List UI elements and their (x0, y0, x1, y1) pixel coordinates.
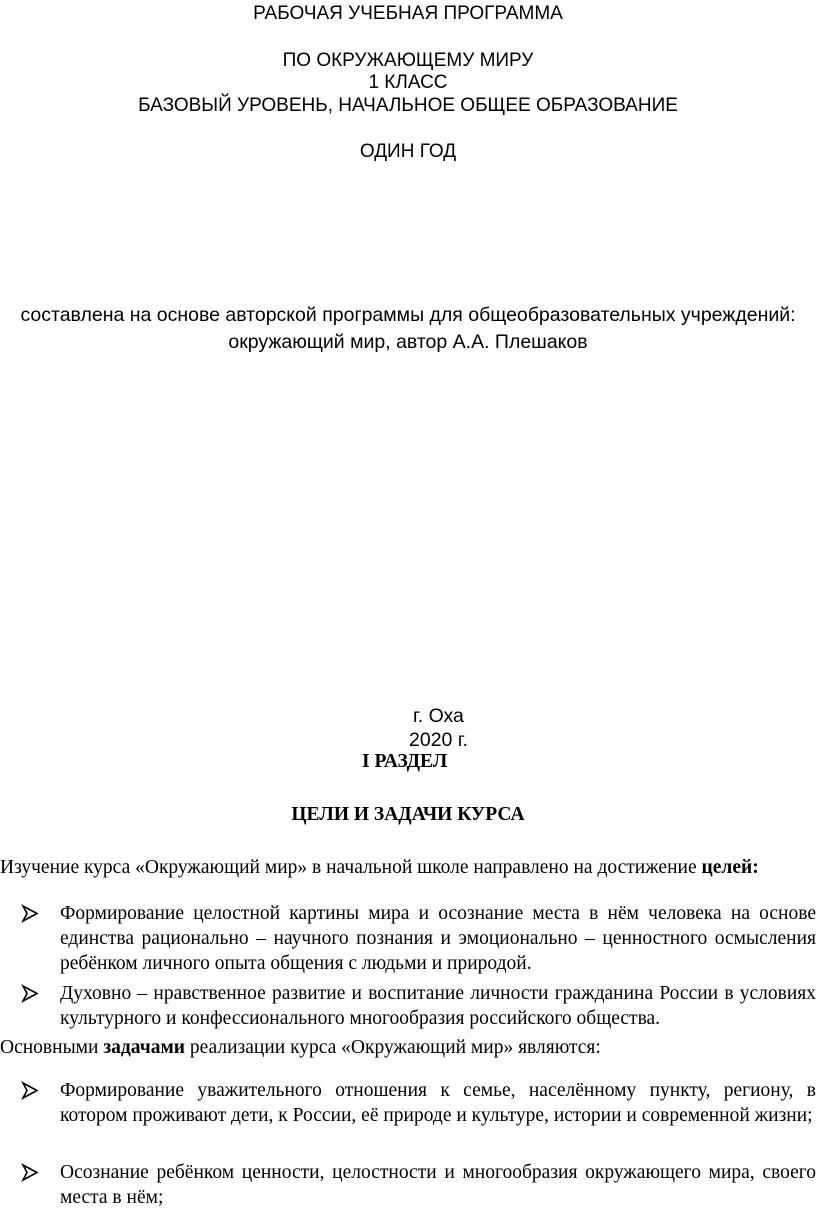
city-label: г. Оха (413, 705, 464, 727)
basis-line-2: окружающий мир, автор А.А. Плешаков (228, 331, 588, 353)
level-line: БАЗОВЫЙ УРОВЕНЬ, НАЧАЛЬНОЕ ОБЩЕЕ ОБРАЗОВАНИЕ (138, 95, 678, 116)
section-heading: ЦЕЛИ И ЗАДАЧИ КУРСА (291, 804, 525, 825)
tasks-keyword: задачами (103, 1037, 186, 1058)
program-title: РАБОЧАЯ УЧЕБНАЯ ПРОГРАММА (253, 3, 563, 24)
section-number: I РАЗДЕЛ (362, 751, 448, 772)
task-item-2: Осознание ребёнком ценности, целостности и многообразия окружающего мира, своего места в нём; (60, 1162, 816, 1208)
arrow-bullet-icon (20, 901, 42, 926)
tasks-intro-after: реализации курса «Окружающий мир» являются: (185, 1037, 601, 1058)
goals-keyword: целей: (701, 857, 759, 878)
year-label: 2020 г. (409, 729, 468, 751)
grade-line: 1 КЛАСС (368, 72, 448, 93)
tasks-intro (0, 1035, 601, 1060)
arrow-bullet-icon (20, 1078, 42, 1103)
tasks-intro-before: Основными (0, 1037, 104, 1058)
goal-item-1: Формирование целостной картины мира и осознание места в нём человека на основе единства рационально – научного познания и эмоционально – ценностного осмысления ребёнком личного опыта общения с людьми и природой. (60, 903, 816, 974)
basis-line-1: составлена на основе авторской программы для общеобразовательных учреждений: (20, 304, 796, 326)
duration-line: ОДИН ГОД (359, 141, 457, 162)
task-item-1: Формирование уважительного отношения к семье, населённому пункту, региону, в котором проживают дети, к России, её природе и культуре, истории и современной жизни; (60, 1080, 816, 1126)
goals-intro (0, 855, 759, 880)
goals-intro-text: Изучение курса «Окружающий мир» в начальной школе направлено на достижение (0, 857, 702, 878)
subject-line: ПО ОКРУЖАЮЩЕМУ МИРУ (282, 50, 534, 71)
arrow-bullet-icon (20, 1160, 42, 1185)
arrow-bullet-icon (20, 981, 42, 1006)
goal-item-2: Духовно – нравственное развитие и воспитание личности гражданина России в условиях культурного и конфессионального многообразия российского общества. (60, 983, 816, 1029)
